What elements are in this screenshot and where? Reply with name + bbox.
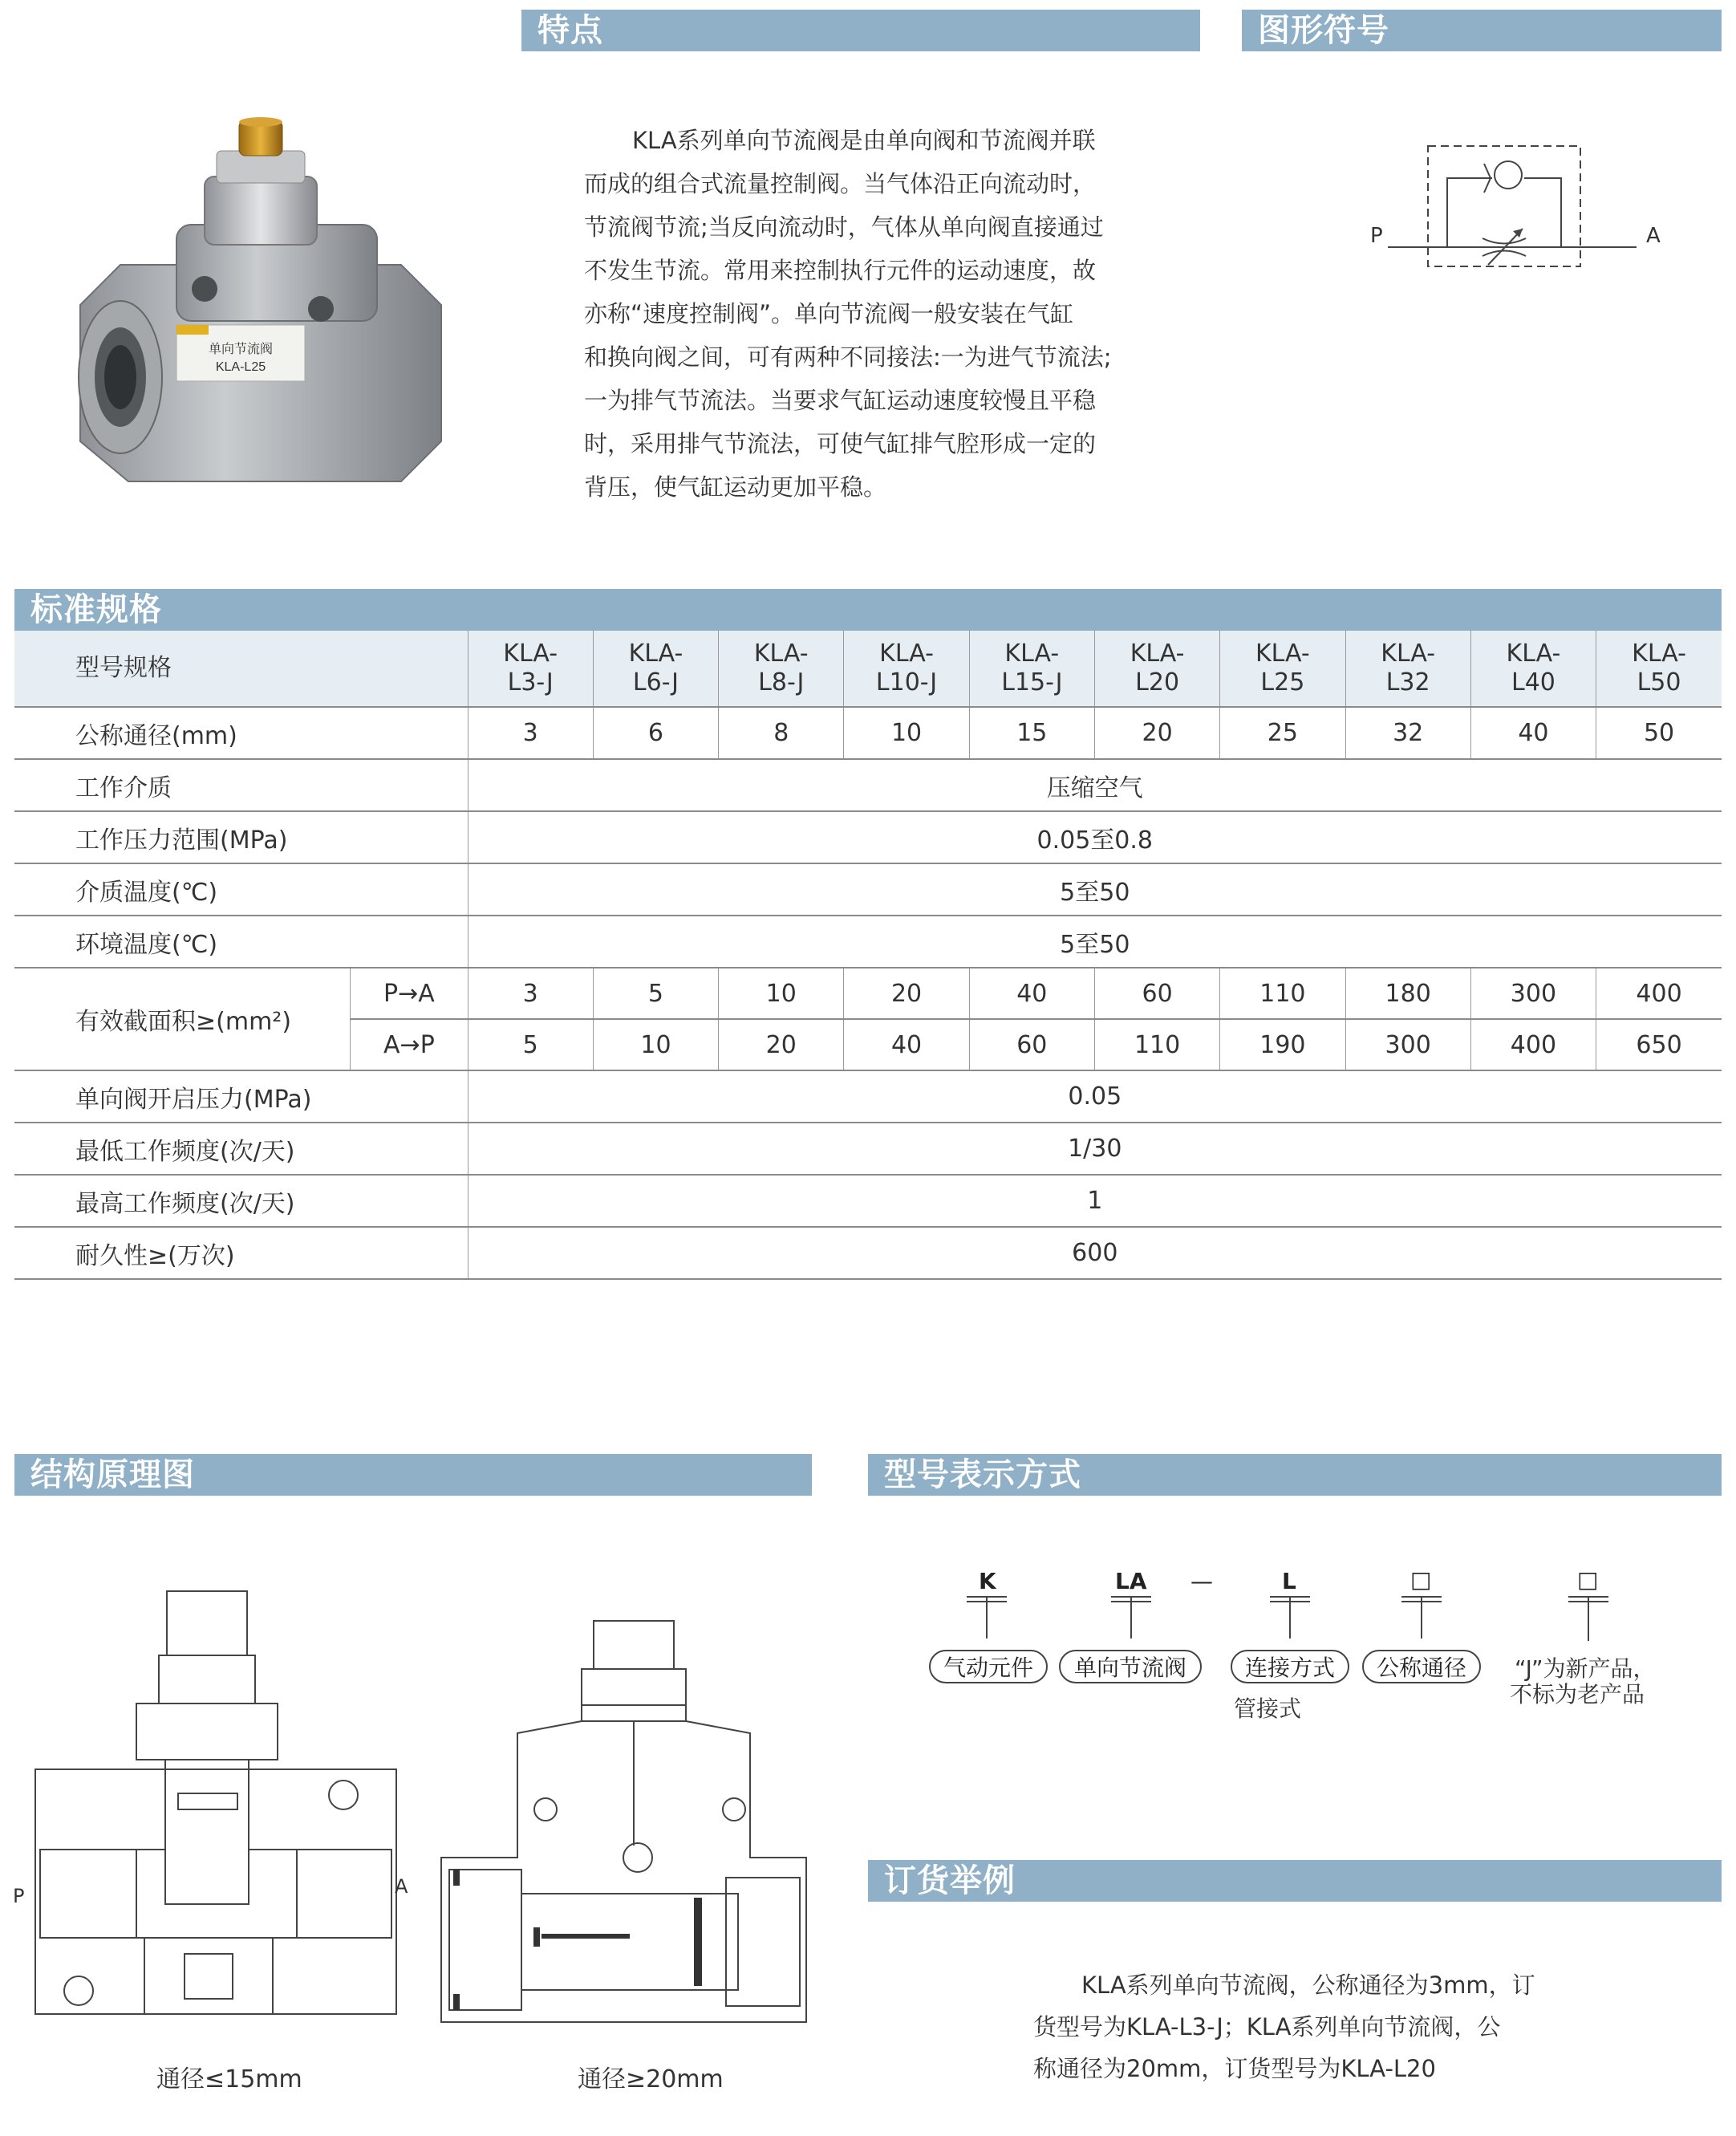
order-paragraph — [1033, 1964, 1659, 2089]
table-cell: 650 — [1596, 1019, 1722, 1070]
area-label: 有效截面积≥(mm²) — [14, 968, 351, 1070]
valve-symbol — [1364, 128, 1685, 289]
features-paragraph — [584, 119, 1162, 509]
ambient-temp-value: 5至50 — [468, 916, 1722, 968]
structure-drawing-small — [8, 1585, 425, 2034]
structure-caption-small: 通径≤15mm — [156, 2065, 302, 2093]
model-label: 型号规格 — [14, 631, 468, 707]
table-cell: 3 — [468, 968, 593, 1019]
table-cell: 5 — [468, 1019, 593, 1070]
section-header-model: 型号表示方式 — [868, 1454, 1722, 1496]
model-cell: KLA- L10-J — [844, 631, 969, 707]
table-row-pressure — [14, 811, 1722, 863]
table-row-max-freq — [14, 1175, 1722, 1227]
table-cell: 15 — [969, 707, 1094, 759]
code-desc-l: 连接方式 — [1231, 1650, 1349, 1683]
diameter-label: 公称通径(mm) — [14, 707, 468, 759]
model-cell: KLA- L3-J — [468, 631, 593, 707]
code-desc-diameter: 公称通径 — [1362, 1650, 1481, 1683]
pa-label: P→A — [351, 968, 468, 1019]
structure-port-p: P — [13, 1885, 25, 1907]
features-line: 时，采用排气节流法，可使气缸排气腔形成一定的 — [584, 430, 1097, 457]
features-line: 亦称“速度控制阀”。单向节流阀一般安装在气缸 — [584, 300, 1074, 327]
symbol-port-a: A — [1646, 224, 1661, 248]
table-cell: 400 — [1470, 1019, 1596, 1070]
section-header-structure: 结构原理图 — [14, 1454, 812, 1496]
table-row-medium — [14, 759, 1722, 811]
features-line: 节流阀节流;当反向流动时，气体从单向阀直接通过 — [584, 213, 1104, 241]
features-line: 一为排气节流法。当要求气缸运动速度较慢且平稳 — [584, 387, 1097, 414]
model-cell: KLA- L20 — [1094, 631, 1219, 707]
table-cell: 3 — [468, 707, 593, 759]
code-desc-la: 单向节流阀 — [1059, 1650, 1202, 1683]
code-l: L — [1282, 1568, 1296, 1594]
table-cell: 40 — [969, 968, 1094, 1019]
table-row-check-pressure — [14, 1070, 1722, 1123]
table-cell: 110 — [1094, 1019, 1219, 1070]
table-cell: 32 — [1345, 707, 1470, 759]
table-cell: 300 — [1345, 1019, 1470, 1070]
table-row-medium-temp — [14, 863, 1722, 916]
features-line: 背压，使气缸运动更加平稳。 — [584, 473, 887, 501]
section-header-spec: 标准规格 — [14, 589, 1722, 631]
ambient-temp-label: 环境温度(℃) — [14, 916, 468, 968]
model-cell: KLA- L40 — [1470, 631, 1596, 707]
table-row-min-freq — [14, 1123, 1722, 1175]
features-line: 而成的组合式流量控制阀。当气体沿正向流动时， — [584, 170, 1097, 197]
code-box-diameter: □ — [1410, 1566, 1432, 1593]
table-cell: 50 — [1596, 707, 1722, 759]
table-cell: 60 — [1094, 968, 1219, 1019]
product-label-name: 单向节流阀 — [208, 341, 274, 356]
medium-temp-label: 介质温度(℃) — [14, 863, 468, 916]
order-line: 货型号为KLA-L3-J；KLA系列单向节流阀，公 — [1033, 2013, 1501, 2041]
table-cell: 6 — [593, 707, 718, 759]
table-row-ambient-temp — [14, 916, 1722, 968]
medium-label: 工作介质 — [14, 759, 468, 811]
durability-label: 耐久性≥(万次) — [14, 1227, 468, 1279]
order-line: KLA系列单向节流阀，公称通径为3mm，订 — [1081, 1972, 1535, 1999]
table-cell: 40 — [1470, 707, 1596, 759]
table-row-diameter — [14, 707, 1722, 759]
code-desc-k: 气动元件 — [929, 1650, 1048, 1683]
table-cell: 25 — [1220, 707, 1345, 759]
medium-value: 压缩空气 — [468, 759, 1722, 811]
model-cell: KLA- L6-J — [593, 631, 718, 707]
min-freq-label: 最低工作频度(次/天) — [14, 1123, 468, 1175]
table-cell: 10 — [719, 968, 844, 1019]
table-cell: 20 — [719, 1019, 844, 1070]
table-cell: 190 — [1220, 1019, 1345, 1070]
table-row-area-pa — [14, 968, 1722, 1019]
table-cell: 5 — [593, 968, 718, 1019]
table-cell: 40 — [844, 1019, 969, 1070]
table-cell: 20 — [1094, 707, 1219, 759]
product-label-model: KLA-L25 — [215, 360, 266, 374]
features-line: 不发生节流。常用来控制执行元件的运动速度，故 — [584, 257, 1097, 284]
table-cell: 110 — [1220, 968, 1345, 1019]
code-k: K — [979, 1568, 996, 1594]
structure-caption-large: 通径≥20mm — [578, 2065, 724, 2093]
min-freq-value: 1/30 — [468, 1123, 1722, 1175]
medium-temp-value: 5至50 — [468, 863, 1722, 916]
code-la: LA — [1115, 1568, 1147, 1594]
pressure-label: 工作压力范围(MPa) — [14, 811, 468, 863]
table-cell: 180 — [1345, 968, 1470, 1019]
table-row-durability — [14, 1227, 1722, 1279]
ap-label: A→P — [351, 1019, 468, 1070]
table-cell: 20 — [844, 968, 969, 1019]
order-line: 称通径为20mm，订货型号为KLA-L20 — [1033, 2055, 1436, 2082]
model-cell: KLA- L50 — [1596, 631, 1722, 707]
product-photo — [56, 104, 457, 506]
symbol-port-p: P — [1370, 224, 1383, 248]
model-cell: KLA- L25 — [1220, 631, 1345, 707]
check-pressure-label: 单向阀开启压力(MPa) — [14, 1070, 468, 1123]
model-cell: KLA- L15-J — [969, 631, 1094, 707]
code-desc-suffix-1: “J”为新产品， — [1515, 1655, 1656, 1682]
code-desc-l-sub: 管接式 — [1234, 1695, 1302, 1722]
features-line: 和换向阀之间，可有两种不同接法:一为进气节流法; — [584, 343, 1112, 371]
section-header-order: 订货举例 — [868, 1860, 1722, 1902]
section-header-symbol: 图形符号 — [1242, 10, 1722, 51]
model-cell: KLA- L32 — [1345, 631, 1470, 707]
model-cell: KLA- L8-J — [719, 631, 844, 707]
pressure-value: 0.05至0.8 — [468, 811, 1722, 863]
table-cell: 10 — [844, 707, 969, 759]
features-line: KLA系列单向节流阀是由单向阀和节流阀并联 — [632, 127, 1096, 154]
section-header-features: 特点 — [521, 10, 1200, 51]
max-freq-label: 最高工作频度(次/天) — [14, 1175, 468, 1227]
table-cell: 10 — [593, 1019, 718, 1070]
durability-value: 600 — [468, 1227, 1722, 1279]
code-box-suffix: □ — [1577, 1566, 1599, 1593]
check-pressure-value: 0.05 — [468, 1070, 1722, 1123]
max-freq-value: 1 — [468, 1175, 1722, 1227]
structure-port-a: A — [395, 1875, 408, 1898]
code-dash: — — [1190, 1568, 1213, 1594]
structure-drawing-large — [437, 1613, 822, 2030]
table-cell: 400 — [1596, 968, 1722, 1019]
code-desc-suffix-2: 不标为老产品 — [1510, 1681, 1645, 1708]
table-cell: 60 — [969, 1019, 1094, 1070]
table-cell: 8 — [719, 707, 844, 759]
spec-table — [14, 631, 1722, 1280]
table-cell: 300 — [1470, 968, 1596, 1019]
table-row-models — [14, 631, 1722, 707]
